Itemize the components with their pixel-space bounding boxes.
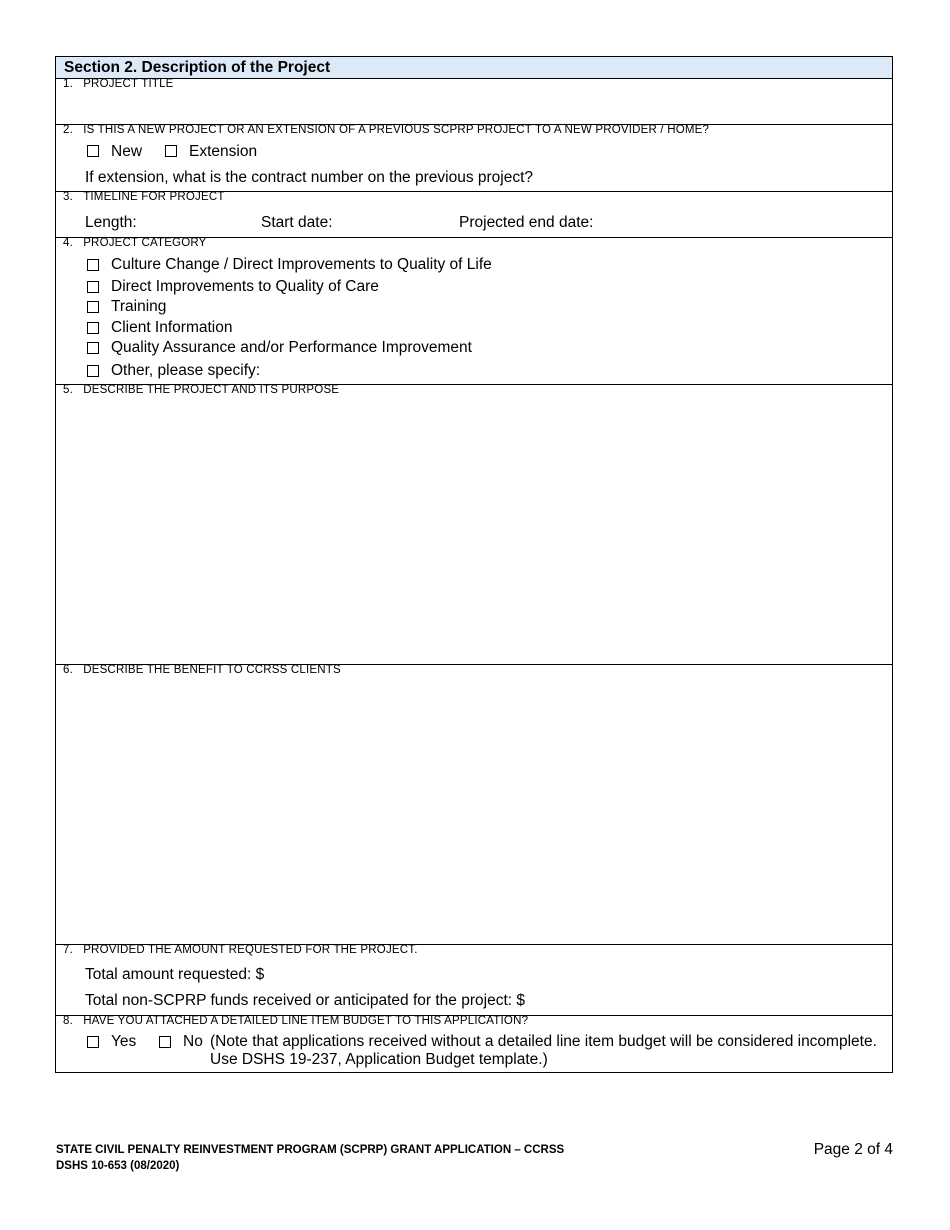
q7-label: PROVIDED THE AMOUNT REQUESTED FOR THE PROJECT.: [83, 944, 418, 956]
category-option-label: Quality Assurance and/or Performance Improvement: [111, 339, 472, 356]
q2-label: IS THIS A NEW PROJECT OR AN EXTENSION OF A PREVIOUS SCPRP PROJECT TO A NEW PROVIDER / HOME?: [83, 124, 710, 136]
extension-contract-question: If extension, what is the contract number on the previous project?: [85, 169, 534, 186]
start-date-label: Start date:: [261, 214, 333, 231]
q1-label: PROJECT TITLE: [83, 78, 174, 90]
budget-note-line1: (Note that applications received without a detailed line item budget will be considered incomplete.: [210, 1033, 877, 1050]
client-benefit-field[interactable]: [84, 679, 888, 942]
total-amount-requested-label: Total amount requested: $: [85, 966, 265, 983]
project-description-field[interactable]: [84, 399, 888, 662]
other-category-checkbox[interactable]: [87, 365, 99, 377]
yes-option-label: Yes: [111, 1033, 137, 1050]
client-benefit-section: [56, 665, 892, 945]
category-option-label: Direct Improvements to Quality of Care: [111, 278, 379, 295]
yes-checkbox[interactable]: [87, 1036, 99, 1048]
project-description-section: [56, 385, 892, 665]
q3-label: TIMELINE FOR PROJECT: [83, 191, 225, 203]
category-checkbox[interactable]: [87, 301, 99, 313]
category-checkbox[interactable]: [87, 322, 99, 334]
footer-form-code: DSHS 10-653 (08/2020): [56, 1160, 180, 1172]
non-scprp-funds-label: Total non-SCPRP funds received or anticipated for the project: $: [85, 992, 525, 1009]
project-title-section: [56, 79, 892, 125]
timeline-section: [56, 192, 892, 238]
q5-number: 5.: [63, 384, 73, 396]
new-option-label: New: [111, 143, 143, 160]
q2-number: 2.: [63, 124, 73, 136]
footer-form-title: STATE CIVIL PENALTY REINVESTMENT PROGRAM (SCPRP) GRANT APPLICATION – CCRSS: [56, 1144, 565, 1156]
page-number: Page 2 of 4: [813, 1141, 893, 1158]
q6-number: 6.: [63, 664, 73, 676]
no-option-label: No: [183, 1033, 203, 1050]
project-title-field[interactable]: [84, 93, 888, 122]
length-label: Length:: [85, 214, 137, 231]
projected-end-date-label: Projected end date:: [459, 214, 594, 231]
category-checkbox[interactable]: [87, 342, 99, 354]
budget-note-line2: Use DSHS 19-237, Application Budget template.): [210, 1051, 548, 1068]
extension-checkbox[interactable]: [165, 145, 177, 157]
category-option-label: Client Information: [111, 319, 233, 336]
project-category-section: [56, 238, 892, 385]
section-header: Section 2. Description of the Project: [56, 57, 892, 79]
q4-label: PROJECT CATEGORY: [83, 237, 207, 249]
budget-attached-section: [56, 1016, 892, 1074]
q4-number: 4.: [63, 237, 73, 249]
q8-number: 8.: [63, 1015, 73, 1027]
q8-label: HAVE YOU ATTACHED A DETAILED LINE ITEM BUDGET TO THIS APPLICATION?: [83, 1015, 529, 1027]
category-checkbox[interactable]: [87, 259, 99, 271]
q1-number: 1.: [63, 78, 73, 90]
new-or-extension-section: [56, 125, 892, 192]
extension-option-label: Extension: [189, 143, 258, 160]
application-form: [55, 56, 893, 1073]
q6-label: DESCRIBE THE BENEFIT TO CCRSS CLIENTS: [83, 664, 341, 676]
q7-number: 7.: [63, 944, 73, 956]
category-option-label: Training: [111, 298, 167, 315]
new-checkbox[interactable]: [87, 145, 99, 157]
category-option-label: Culture Change / Direct Improvements to Quality of Life: [111, 256, 492, 273]
category-checkbox[interactable]: [87, 281, 99, 293]
amount-requested-section: [56, 945, 892, 1016]
other-specify-label: Other, please specify:: [111, 362, 261, 379]
q3-number: 3.: [63, 191, 73, 203]
no-checkbox[interactable]: [159, 1036, 171, 1048]
q5-label: DESCRIBE THE PROJECT AND ITS PURPOSE: [83, 384, 340, 396]
